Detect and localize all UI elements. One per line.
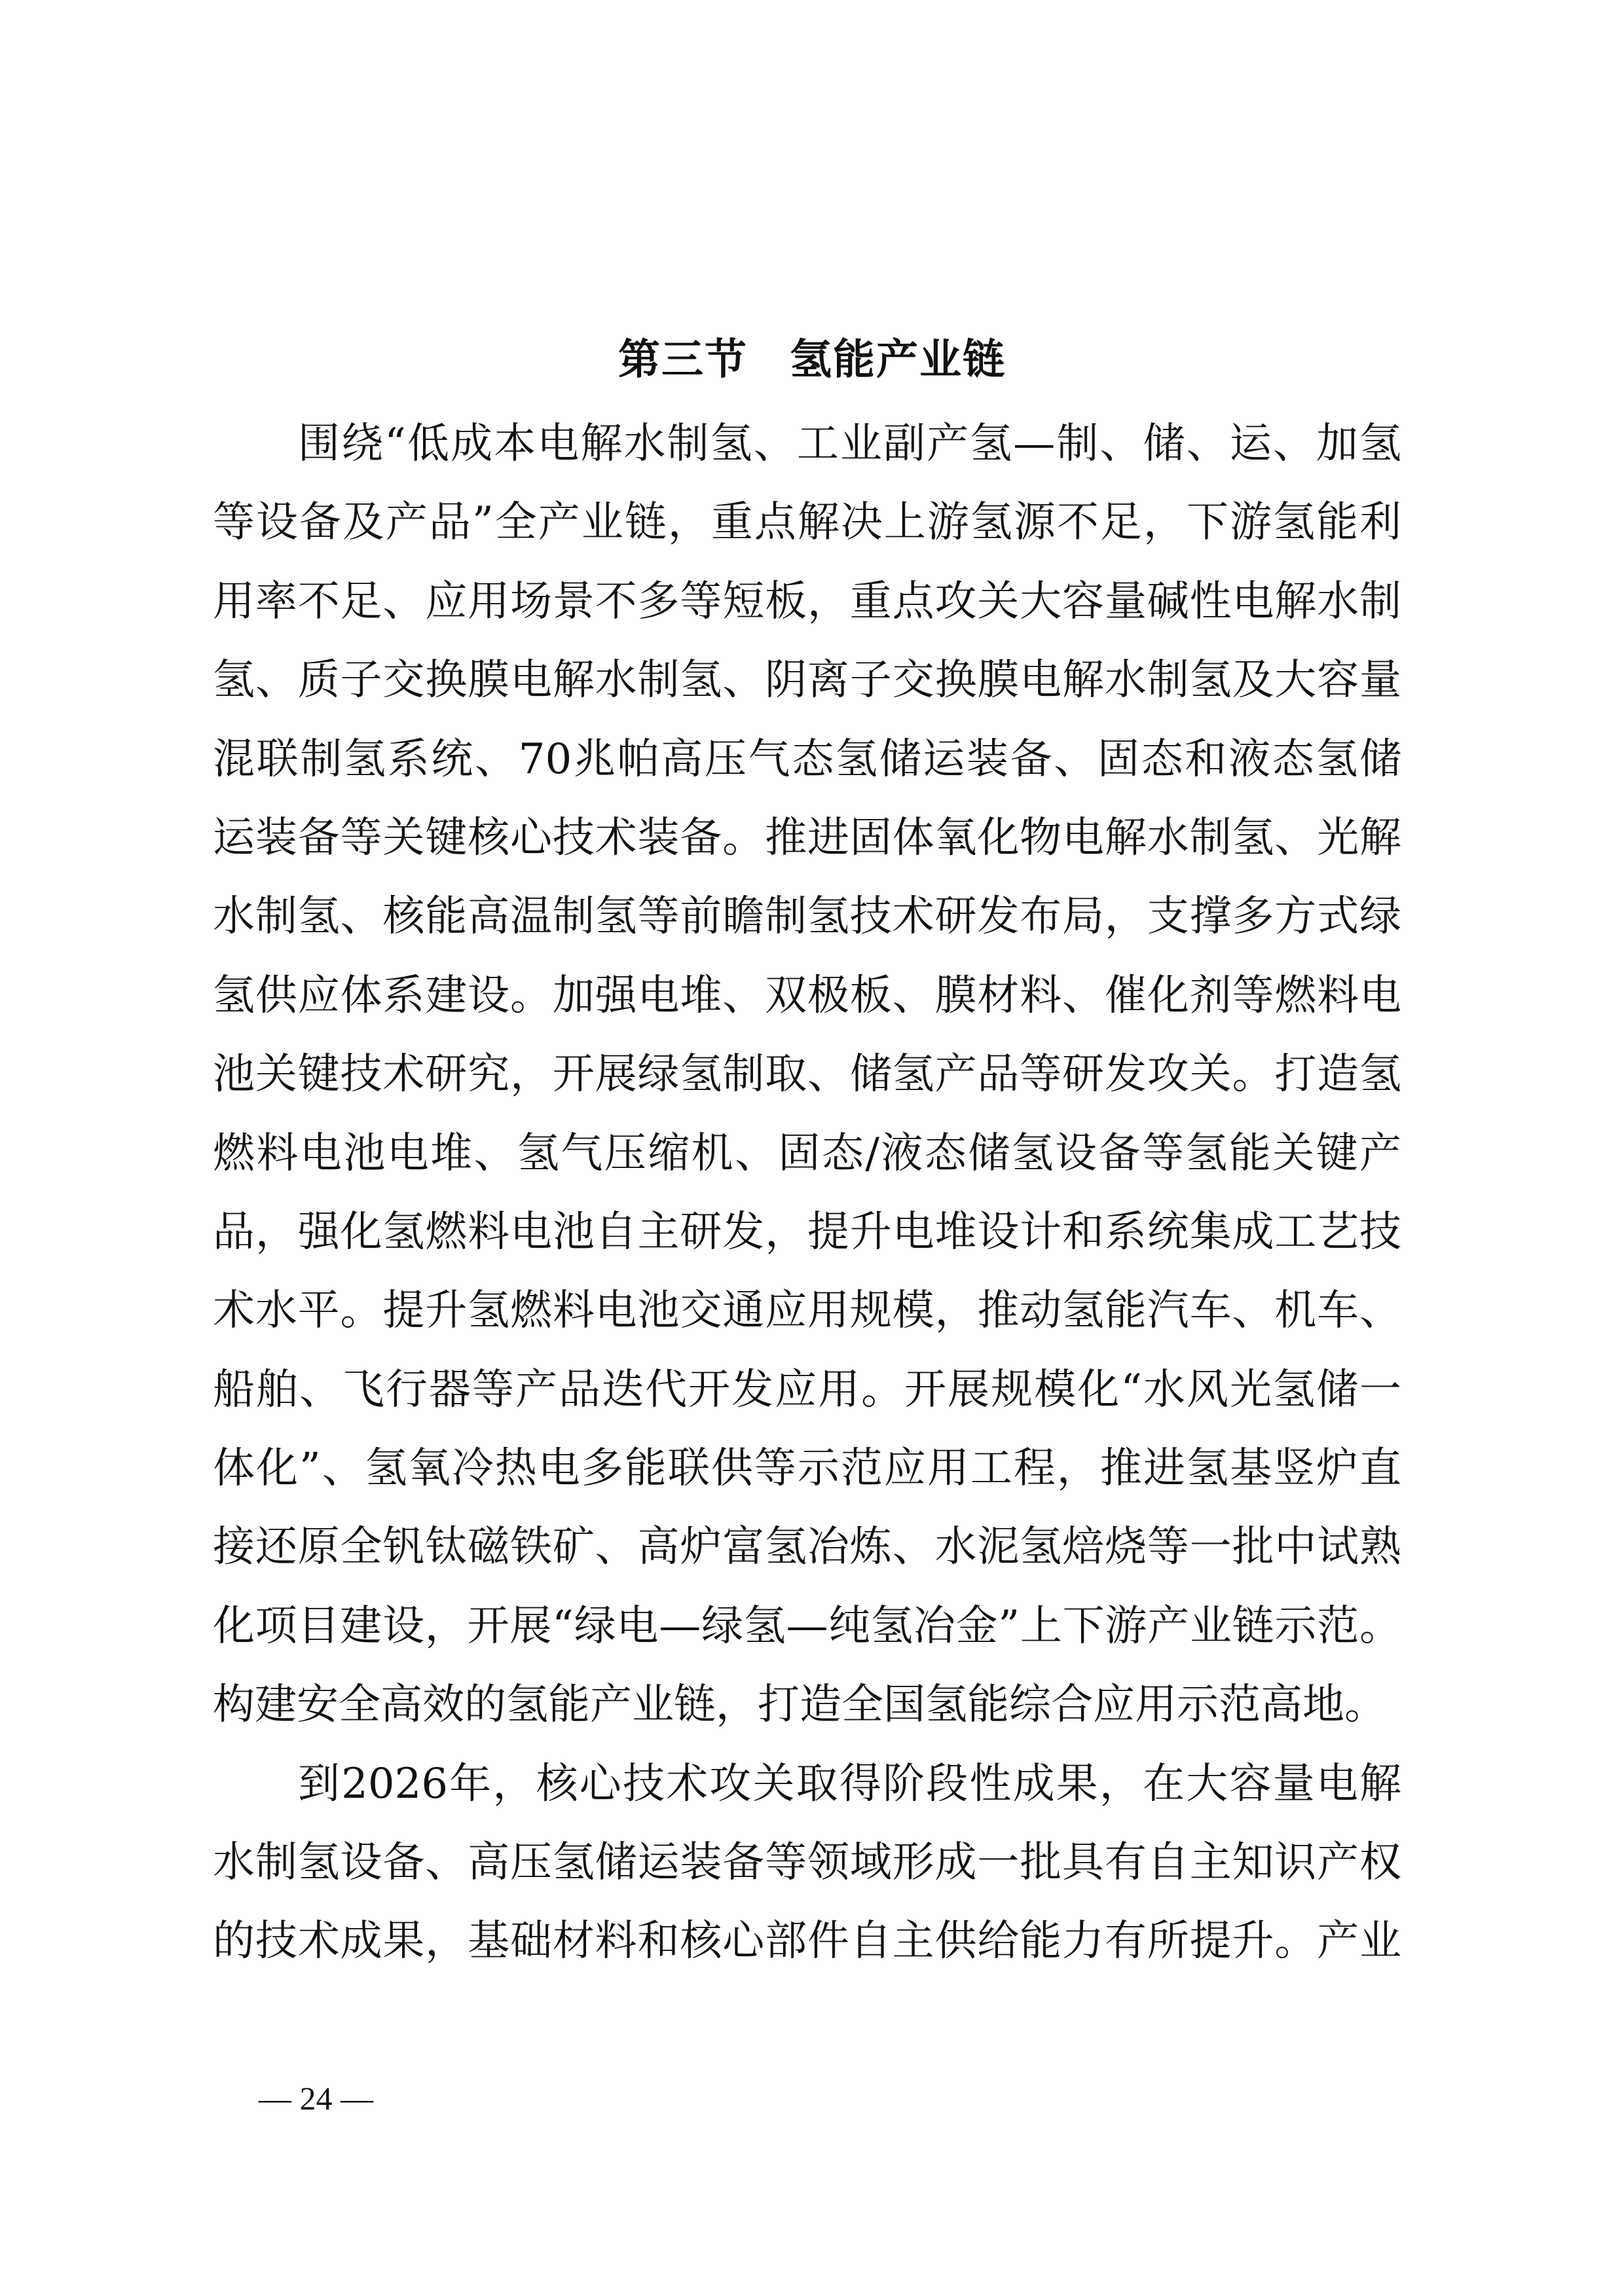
paragraph-1-line: 船舶、飞行器等产品迭代开发应用。开展规模化“水风光氢储一 — [213, 1365, 1401, 1414]
paragraph-2-line: 的技术成果，基础材料和核心部件自主供给能力有所提升。产业 — [213, 1917, 1401, 1966]
paragraph-1-line: 术水平。提升氢燃料电池交通应用规模，推动氢能汽车、机车、 — [213, 1286, 1401, 1336]
section-heading: 氢能产业链 — [790, 336, 1006, 384]
paragraph-1-line: 构建安全高效的氢能产业链，打造全国氢能综合应用示范高地。 — [213, 1681, 1386, 1730]
body-text — [213, 405, 1401, 1981]
page-number: — 24 — — [259, 2080, 373, 2117]
paragraph-1-line: 体化”、氢氧冷热电多能联供等示范应用工程，推进氢基竖炉直 — [213, 1444, 1401, 1493]
paragraph-2-line: 到2026年，核心技术攻关取得阶段性成果，在大容量电解 — [298, 1759, 1401, 1808]
section-title — [0, 331, 1624, 390]
paragraph-1-line: 用率不足、应用场景不多等短板，重点攻关大容量碱性电解水制 — [213, 577, 1401, 626]
paragraph-1-line: 等设备及产品”全产业链，重点解决上游氢源不足，下游氢能利 — [213, 498, 1401, 547]
paragraph-1-line: 运装备等关键核心技术装备。推进固体氧化物电解水制氢、光解 — [213, 813, 1401, 862]
paragraph-1-line: 品，强化氢燃料电池自主研发，提升电堆设计和系统集成工艺技 — [213, 1207, 1401, 1256]
section-number: 第三节 — [618, 336, 748, 384]
paragraph-1-line: 燃料电池电堆、氢气压缩机、固态/液态储氢设备等氢能关键产 — [213, 1129, 1401, 1178]
paragraph-1-line: 化项目建设，开展“绿电—绿氢—纯氢冶金”上下游产业链示范。 — [213, 1601, 1401, 1650]
paragraph-1-line: 氢供应体系建设。加强电堆、双极板、膜材料、催化剂等燃料电 — [213, 971, 1401, 1020]
paragraph-1-line: 混联制氢系统、70兆帕高压气态氢储运装备、固态和液态氢储 — [213, 735, 1401, 784]
paragraph-1-line: 水制氢、核能高温制氢等前瞻制氢技术研发布局，支撑多方式绿 — [213, 892, 1401, 941]
paragraph-1-line: 池关键技术研究，开展绿氢制取、储氢产品等研发攻关。打造氢 — [213, 1050, 1401, 1099]
paragraph-1-line: 氢、质子交换膜电解水制氢、阴离子交换膜电解水制氢及大容量 — [213, 656, 1401, 705]
paragraph-1-line: 围绕“低成本电解水制氢、工业副产氢—制、储、运、加氢 — [298, 420, 1401, 468]
paragraph-2-line: 水制氢设备、高压氢储运装备等领域形成一批具有自主知识产权 — [213, 1838, 1401, 1887]
paragraph-1-line: 接还原全钒钛磁铁矿、高炉富氢冶炼、水泥氢焙烧等一批中试熟 — [213, 1523, 1401, 1572]
